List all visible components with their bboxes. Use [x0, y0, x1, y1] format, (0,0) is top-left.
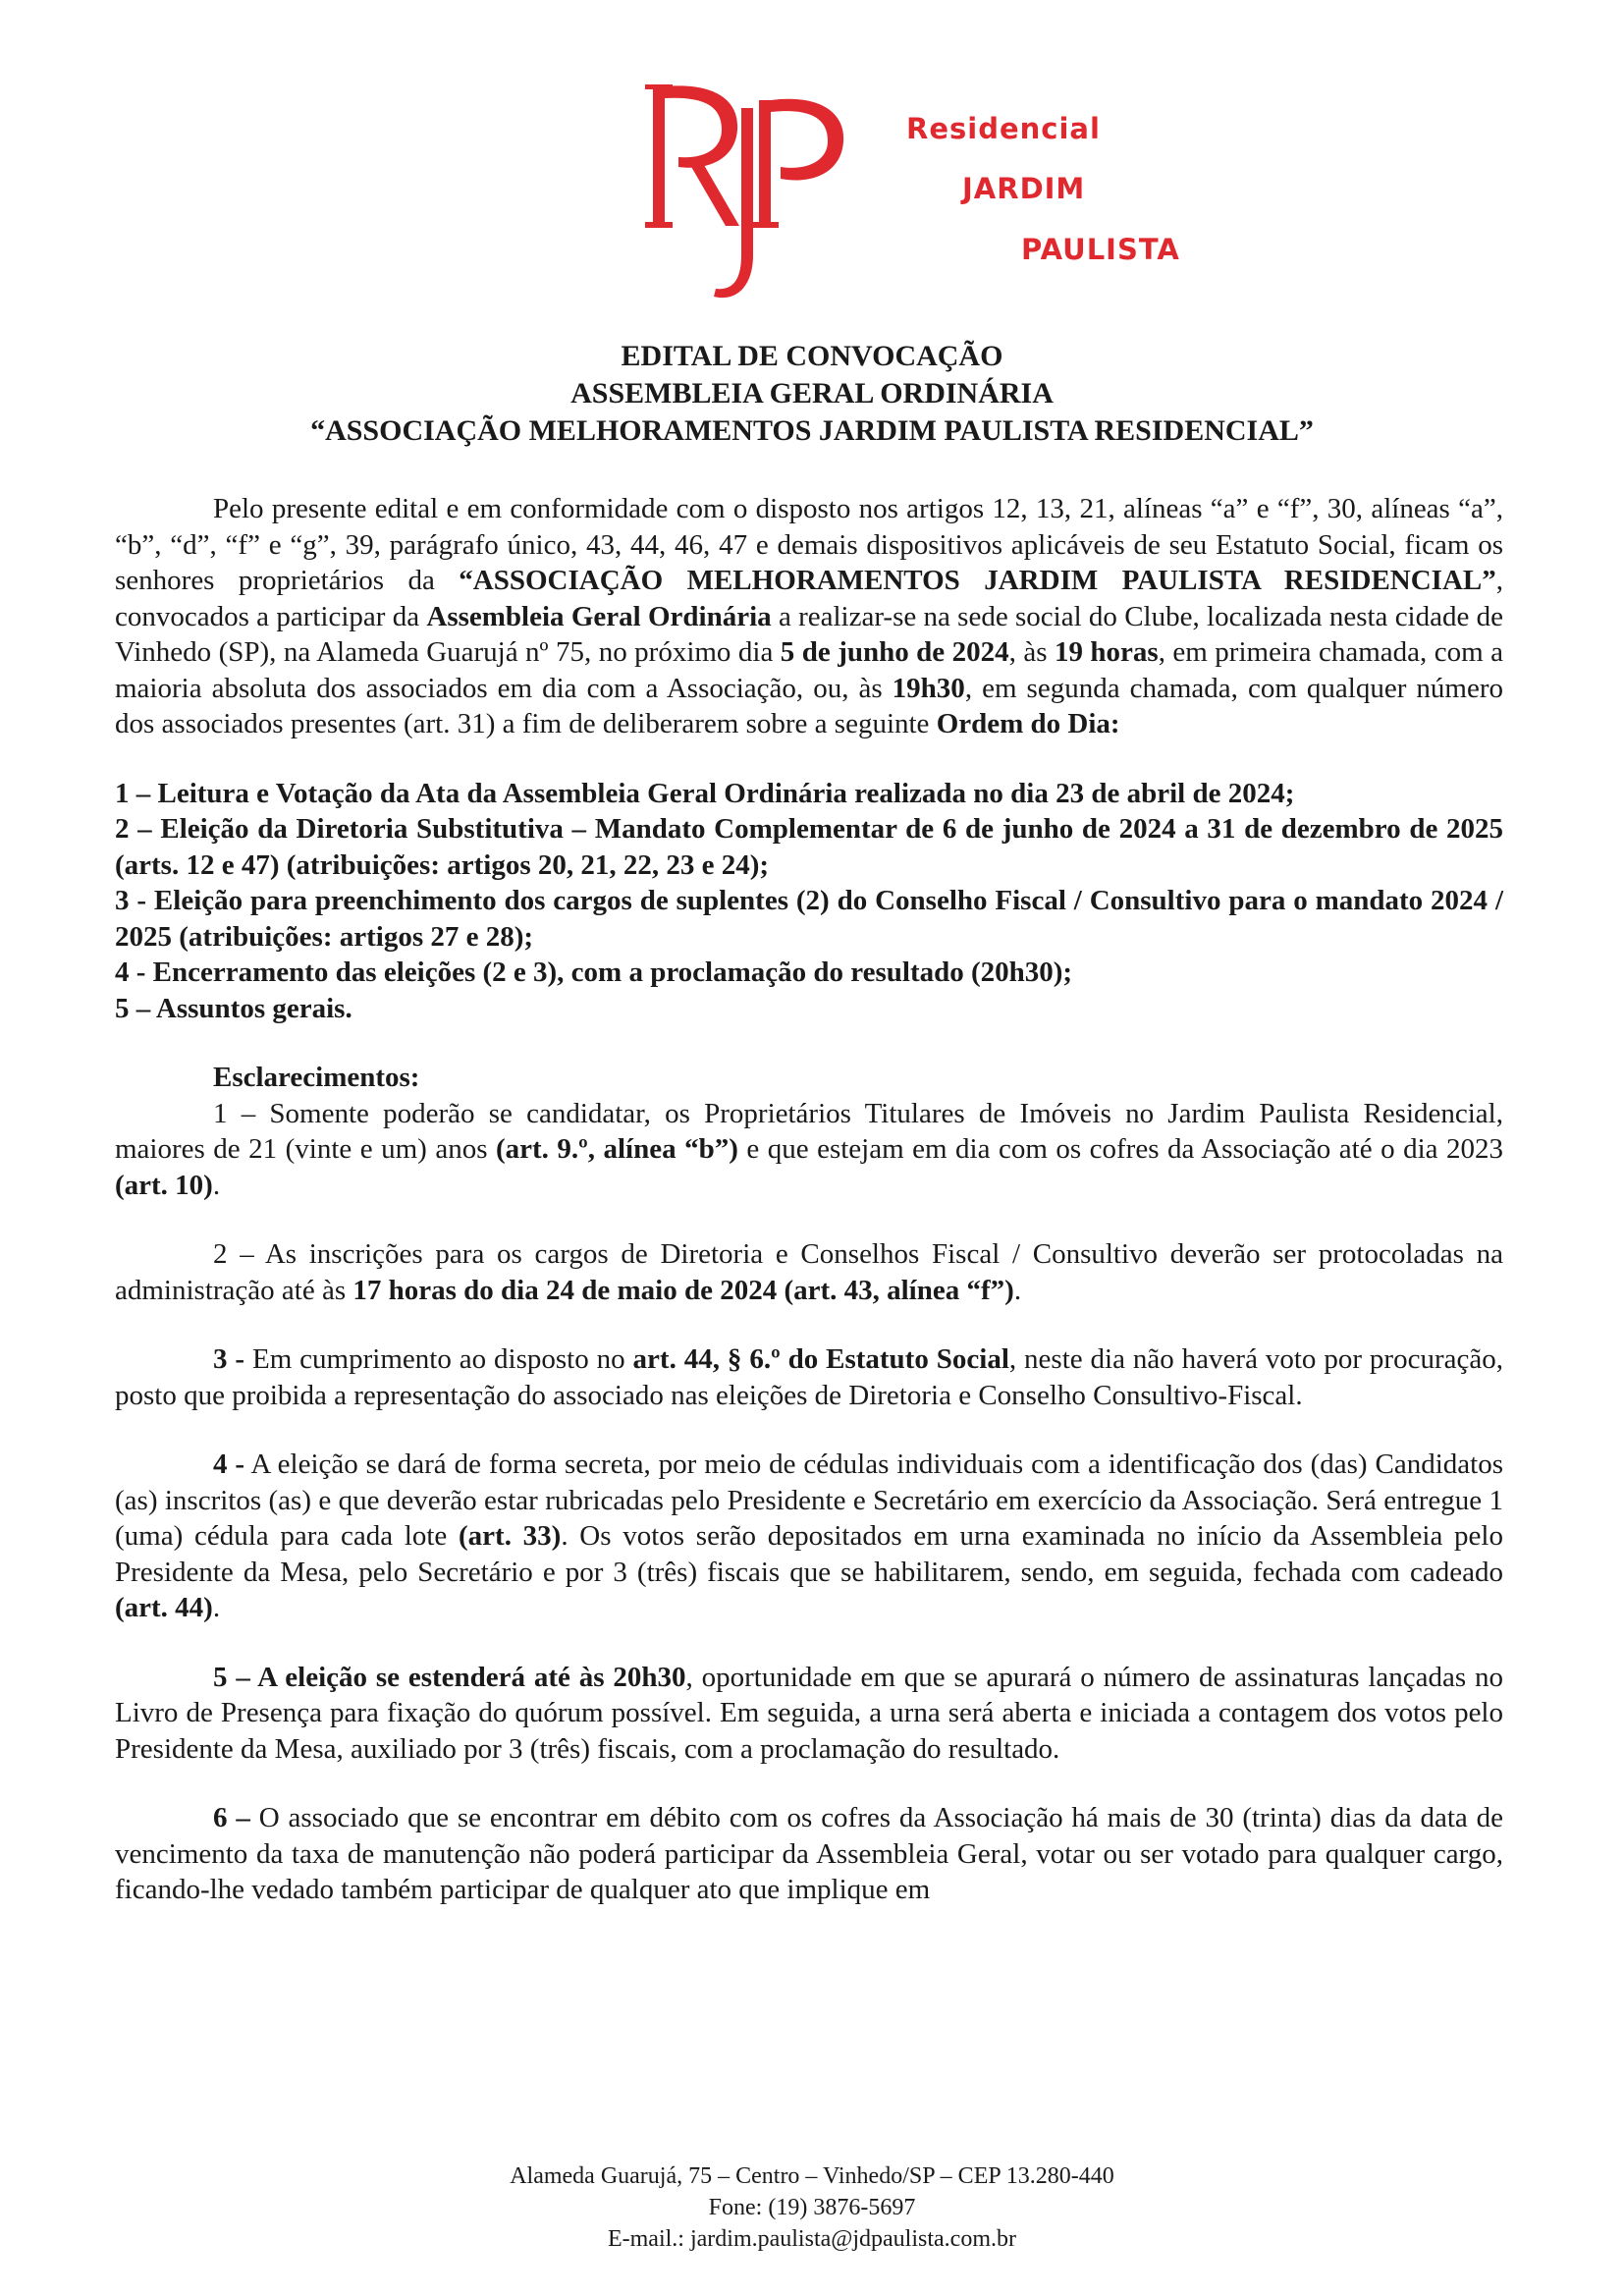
brand-residencial: Residencial — [906, 112, 1101, 145]
footer-phone: Fone: (19) 3876-5697 — [708, 2195, 916, 2220]
agenda-item-5: 5 – Assuntos gerais. — [115, 992, 352, 1024]
clarification-1: 1 – Somente poderão se candidatar, os Proprietários Titulares de Imóveis no Jardim Paulista Residencial, maiores de 21 (vinte e um) anos (art. 9.º, alínea “b”) e que estejam em dia com os cofres da Associação até o dia 2023 (art. 10). — [115, 1097, 1503, 1201]
brand-paulista: PAULISTA — [1021, 233, 1180, 266]
agenda-item-3: 3 - Eleição para preenchimento dos cargos de suplentes (2) do Conselho Fiscal / Consultivo para o mandato 2024 / 2025 (atribuições: artigos 27 e 28); — [115, 885, 1503, 953]
footer-email: E-mail.: jardim.paulista@jdpaulista.com.br — [607, 2226, 1016, 2252]
clarification-3: 3 - Em cumprimento ao disposto no art. 44, § 6.º do Estatuto Social, neste dia não haverá voto por procuração, posto que proibida a representação do associado nas eleições de Diretoria e Conselho Consultivo-Fiscal. — [115, 1343, 1503, 1411]
title-line-1: EDITAL DE CONVOCAÇÃO — [621, 340, 1003, 372]
clarification-4: 4 - A eleição se dará de forma secreta, por meio de cédulas individuais com a identificação dos (das) Candidatos (as) inscritos (as) e que deverão estar rubricadas pelo Presidente e Secretário em exercício da Associação. Será entregue 1 (uma) cédula para cada lote (art. 33). Os votos serão depositados em urna examinada no início da Assembleia pelo Presidente da Mesa, pelo Secretário e por 3 (três) fiscais que se habilitarem, sendo, em seguida, fechada com cadeado (art. 44). — [115, 1449, 1503, 1623]
rjp-logo — [643, 69, 849, 314]
agenda-item-4: 4 - Encerramento das eleições (2 e 3), com a proclamação do resultado (20h30); — [115, 957, 1073, 988]
document-body — [115, 491, 1503, 1908]
clarification-2: 2 – As inscrições para os cargos de Diretoria e Conselhos Fiscal / Consultivo deverão ser protocoladas na administração até às 17 horas do dia 24 de maio de 2024 (art. 43, alínea “f”). — [115, 1238, 1503, 1306]
agenda-item-1: 1 – Leitura e Votação da Ata da Assembleia Geral Ordinária realizada no dia 23 de abril de 2024; — [115, 777, 1295, 809]
logo-letters: RJP — [643, 69, 645, 70]
title-line-3: “ASSOCIAÇÃO MELHORAMENTOS JARDIM PAULISTA RESIDENCIAL” — [310, 414, 1314, 447]
document-title — [0, 338, 1624, 450]
letterhead-footer — [0, 2160, 1624, 2255]
clarification-5: 5 – A eleição se estenderá até às 20h30, oportunidade em que se apurará o número de assinaturas lançadas no Livro de Presença para fixação do quórum possível. Em seguida, a urna será aberta e iniciada a contagem dos votos pelo Presidente da Mesa, auxiliado por 3 (três) fiscais, com a proclamação do resultado. — [115, 1661, 1504, 1765]
title-line-2: ASSEMBLEIA GERAL ORDINÁRIA — [570, 377, 1054, 410]
agenda-list — [115, 776, 1503, 1027]
brand-jardim: JARDIM — [962, 172, 1086, 205]
intro-paragraph: Pelo presente edital e em conformidade com o disposto nos artigos 12, 13, 21, alíneas “a” e “f”, 30, alíneas “a”, “b”, “d”, “f” e “g”, 39, parágrafo único, 43, 44, 46, 47 e demais dispositivos aplicáveis de seu Estatuto Social, ficam os senhores proprietários da “ASSOCIAÇÃO MELHORAMENTOS JARDIM PAULISTA RESIDENCIAL”, convocados a participar da Assembleia Geral Ordinária a realizar-se na sede social do Clube, localizada nesta cidade de Vinhedo (SP), na Alameda Guarujá nº 75, no próximo dia 5 de junho de 2024, às 19 horas, em primeira chamada, com a maioria absoluta dos associados em dia com a Associação, ou, às 19h30, em segunda chamada, com qualquer número dos associados presentes (art. 31) a fim de deliberarem sobre a seguinte Ordem do Dia: — [115, 493, 1504, 739]
agenda-item-2: 2 – Eleição da Diretoria Substitutiva – Mandato Complementar de 6 de junho de 2024 a 31 de dezembro de 2025 (arts. 12 e 47) (atribuições: artigos 20, 21, 22, 23 e 24); — [115, 813, 1503, 881]
footer-address: Alameda Guarujá, 75 – Centro – Vinhedo/SP – CEP 13.280-440 — [510, 2163, 1114, 2189]
clarifications-heading: Esclarecimentos: — [213, 1062, 420, 1093]
clarification-6: 6 – O associado que se encontrar em débito com os cofres da Associação há mais de 30 (trinta) dias da data de vencimento da taxa de manutenção não poderá participar da Assembleia Geral, votar ou ser votado para qualquer cargo, ficando-lhe vedado também participar de qualquer ato que implique em — [115, 1802, 1504, 1905]
